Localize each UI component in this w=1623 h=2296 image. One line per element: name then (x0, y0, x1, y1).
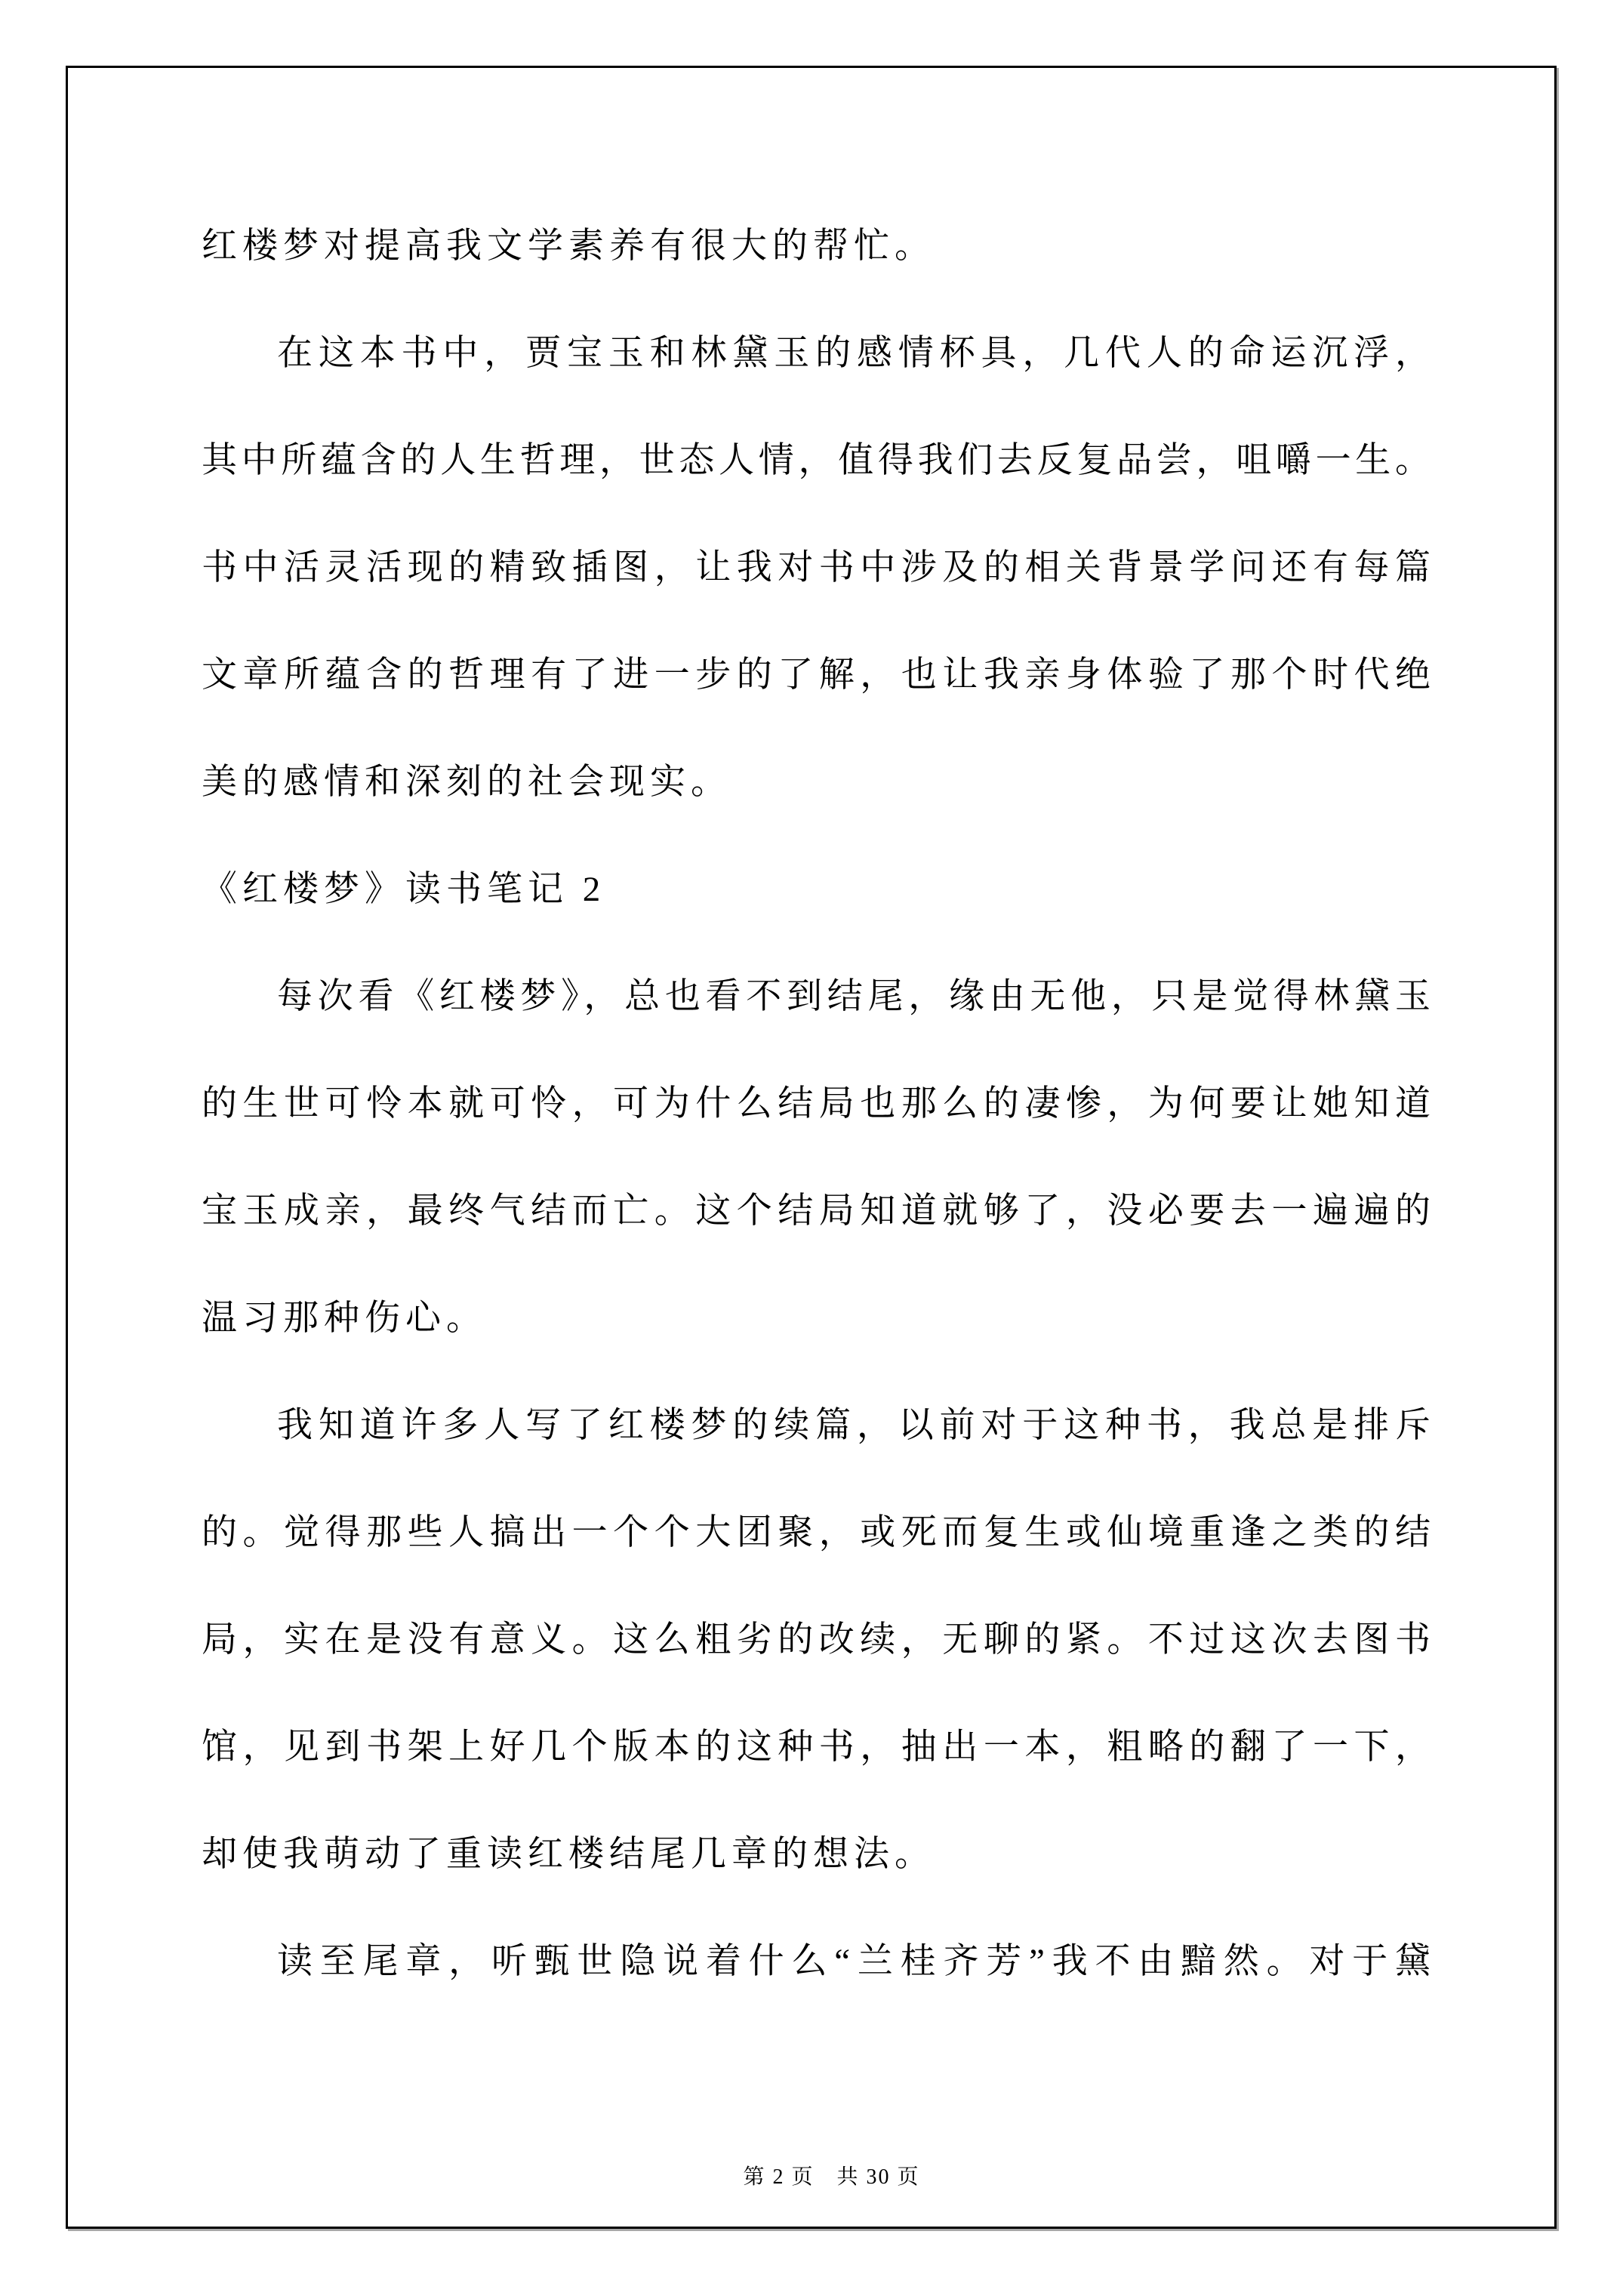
text-line: 文章所蕴含的哲理有了进一步的了解，也让我亲身体验了那个时代绝 (202, 655, 1434, 695)
text-line: 书中活灵活现的精致插图，让我对书中涉及的相关背景学问还有每篇 (202, 548, 1434, 587)
text-line: 温习那种伤心。 (202, 1299, 487, 1338)
text-line: 在这本书中，贾宝玉和林黛玉的感情杯具，几代人的命运沉浮， (277, 334, 1434, 373)
text-line: 其中所蕴含的人生哲理，世态人情，值得我们去反复品尝，咀嚼一生。 (202, 441, 1434, 480)
section-heading: 《红楼梦》读书笔记 2 (202, 870, 606, 909)
text-line: 读至尾章，听甄世隐说着什么“兰桂齐芳”我不由黯然。对于黛 (277, 1942, 1434, 1981)
text-line: 红楼梦对提高我文学素养有很大的帮忙。 (202, 227, 935, 266)
text-line: 美的感情和深刻的社会现实。 (202, 763, 731, 802)
text-line: 每次看《红楼梦》，总也看不到结尾，缘由无他，只是觉得林黛玉 (277, 977, 1434, 1016)
document-body (202, 193, 1434, 2015)
page-number-text: 第 2 页 共 30 页 (743, 2165, 920, 2189)
text-line: 我知道许多人写了红楼梦的续篇，以前对于这种书，我总是排斥 (277, 1406, 1434, 1445)
text-line: 局，实在是没有意义。这么粗劣的改续，无聊的紧。不过这次去图书 (202, 1620, 1434, 1660)
page-border-frame (66, 66, 1557, 2229)
text-line: 却使我萌动了重读红楼结尾几章的想法。 (202, 1835, 935, 1874)
text-line: 的生世可怜本就可怜，可为什么结局也那么的凄惨，为何要让她知道 (202, 1084, 1434, 1123)
text-line: 宝玉成亲，最终气结而亡。这个结局知道就够了，没必要去一遍遍的 (202, 1191, 1434, 1231)
text-line: 的。觉得那些人搞出一个个大团聚，或死而复生或仙境重逢之类的结 (202, 1513, 1434, 1552)
text-line: 馆，见到书架上好几个版本的这种书，抽出一本，粗略的翻了一下， (202, 1727, 1434, 1767)
page-footer (68, 2128, 1554, 2227)
